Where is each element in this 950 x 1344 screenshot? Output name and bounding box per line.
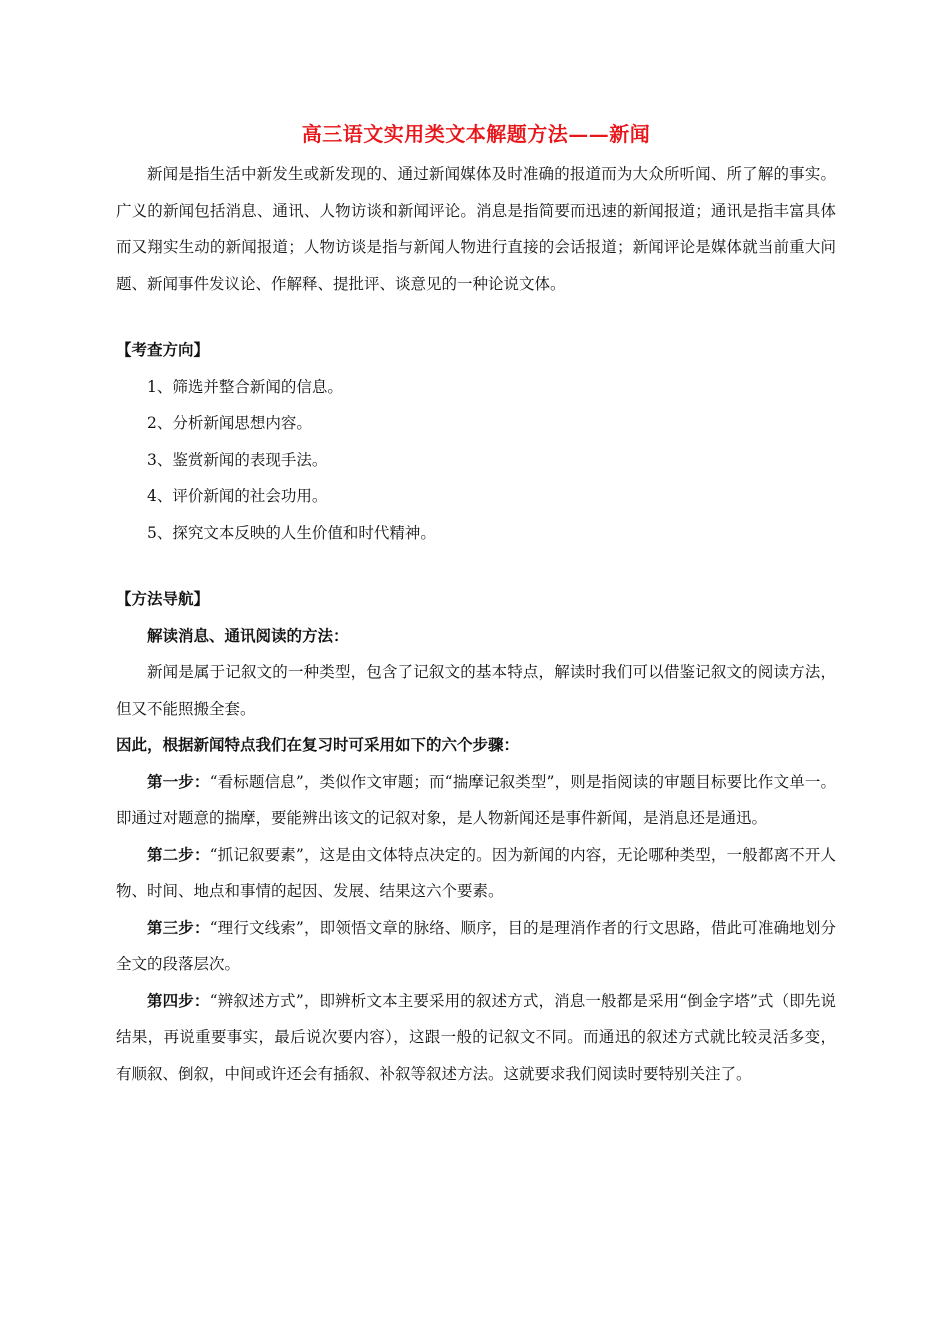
list-item: 2、分析新闻思想内容。 bbox=[147, 414, 312, 432]
step-label: 第二步： bbox=[147, 844, 210, 864]
list-item: 3、鉴赏新闻的表现手法。 bbox=[147, 450, 328, 469]
section-heading-exam-direction: 【考查方向】 bbox=[116, 340, 210, 359]
intro-paragraph: 新闻是指生活中新发生或新发现的、通过新闻媒体及时准确的报道而为大众所听闻、所了解的事实。广义的新闻包括消息、通讯、人物访谈和新闻评论。消息是指简要而迅速的新闻报道；通讯是指丰富具体而又翔实生动的新闻报道；人物访谈是指与新闻人物进行直接的会话报道；新闻评论是媒体就当前重大问题、新闻事件发议论、作解释、提批评、谈意见的一种论说文体。 bbox=[116, 165, 836, 293]
section-heading-method-guide: 【方法导航】 bbox=[116, 589, 210, 608]
method-paragraph: 新闻是属于记叙文的一种类型，包含了记叙文的基本特点，解读时我们可以借鉴记叙文的阅读方法，但又不能照搬全套。 bbox=[116, 663, 836, 718]
step-paragraph bbox=[116, 910, 836, 983]
step-text: “抓记叙要素”，这是由文体特点决定的。因为新闻的内容，无论哪种类型，一般都离不开人物、时间、地点和事情的起因、发展、结果这六个要素。 bbox=[116, 845, 836, 900]
step-text: “辨叙述方式”，即辨析文本主要采用的叙述方式，消息一般都是采用“倒金字塔”式（即先说结果，再说重要事实，最后说次要内容），这跟一般的记叙文不同。而通迅的叙述方式就比较灵活多变，有顺叙、倒叙，中间或许还会有插叙、补叙等叙述方法。这就要求我们阅读时要特别关注了。 bbox=[116, 991, 836, 1083]
document-page bbox=[116, 118, 836, 1092]
step-paragraph bbox=[116, 837, 836, 910]
step-label: 第三步： bbox=[147, 917, 210, 937]
list-item: 4、评价新闻的社会功用。 bbox=[147, 487, 328, 505]
steps-lead: 因此，根据新闻特点我们在复习时可采用如下的六个步骤： bbox=[116, 735, 520, 754]
step-paragraph bbox=[116, 764, 836, 837]
method-subheading: 解读消息、通讯阅读的方法： bbox=[147, 625, 349, 645]
step-paragraph bbox=[116, 983, 836, 1093]
step-text: “理行文线索”，即领悟文章的脉络、顺序，目的是理消作者的行文思路，借此可准确地划分全文的段落层次。 bbox=[116, 918, 836, 973]
list-item: 5、探究文本反映的人生价值和时代精神。 bbox=[147, 523, 436, 542]
document-title: 高三语文实用类文本解题方法——新闻 bbox=[301, 122, 651, 146]
step-label: 第四步： bbox=[147, 990, 210, 1010]
step-label: 第一步： bbox=[147, 771, 210, 791]
step-text: “看标题信息”，类似作文审题；而“揣摩记叙类型”，则是指阅读的审题目标要比作文单一。即通过对题意的揣摩，要能辨出该文的记叙对象，是人物新闻还是事件新闻，是消息还是通迅。 bbox=[116, 772, 836, 827]
list-item: 1、筛选并整合新闻的信息。 bbox=[147, 377, 343, 396]
